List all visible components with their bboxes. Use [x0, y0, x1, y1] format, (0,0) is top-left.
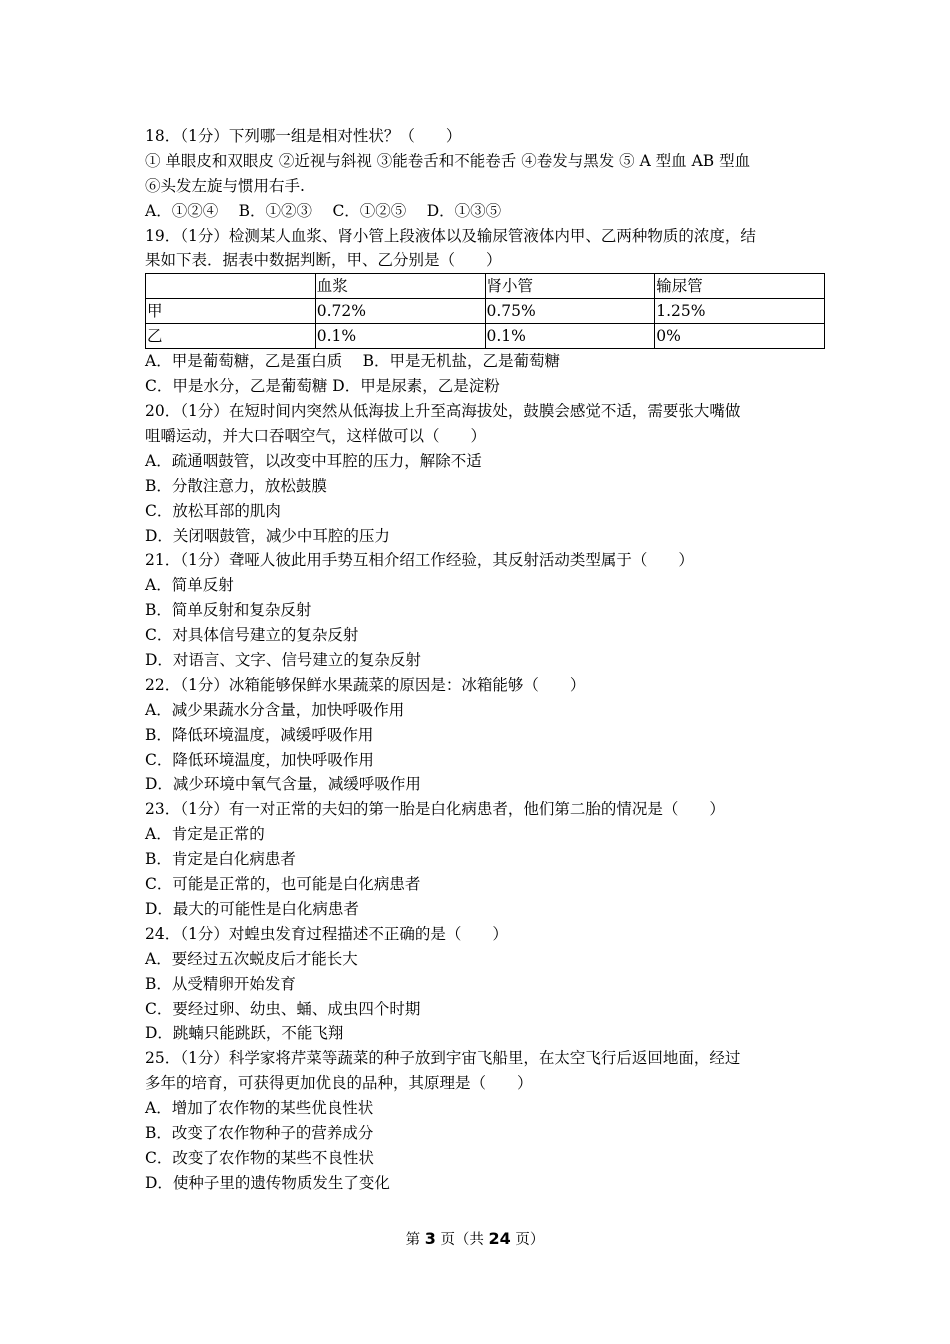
question-20	[145, 399, 825, 548]
option-row: A．甲是葡萄糖，乙是蛋白质 B．甲是无机盐，乙是葡萄糖	[145, 352, 561, 371]
question-stem: 咀嚼运动，并大口吞咽空气，这样做可以（ ）	[145, 427, 487, 446]
option-a: A．肯定是正常的	[145, 825, 265, 844]
question-19	[145, 224, 825, 400]
option-a: A．增加了农作物的某些优良性状	[145, 1099, 374, 1118]
footer-prefix: 第	[405, 1232, 421, 1248]
question-25	[145, 1046, 825, 1195]
option-a: A．疏通咽鼓管，以改变中耳腔的压力，解除不适	[145, 451, 482, 470]
table-cell: 1.25%	[655, 299, 825, 324]
option-a: A．简单反射	[145, 576, 234, 595]
table-row	[146, 299, 825, 324]
table-cell: 0.75%	[485, 299, 655, 324]
footer-suffix: 页）	[515, 1232, 545, 1248]
question-stem: 21．（1分）聋哑人彼此用手势互相介绍工作经验，其反射活动类型属于（ ）	[145, 551, 694, 570]
table-cell: 0.1%	[315, 324, 485, 349]
table-cell: 0.1%	[485, 324, 655, 349]
question-22	[145, 673, 825, 797]
question-23	[145, 797, 825, 921]
page-footer	[0, 1227, 950, 1252]
question-stem: 19．（1分）检测某人血浆、肾小管上段液体以及输尿管液体内甲、乙两种物质的浓度，结	[145, 226, 756, 245]
option-c: C．改变了农作物的某些不良性状	[145, 1148, 374, 1167]
total-pages: 24	[488, 1229, 511, 1248]
option-d: D．跳蝻只能跳跃，不能飞翔	[145, 1024, 344, 1043]
option-b: B．分散注意力，放松鼓膜	[145, 476, 327, 495]
table-cell: 甲	[146, 299, 316, 324]
table-cell: 乙	[146, 324, 316, 349]
table-header-cell	[146, 274, 316, 299]
option-c: C．对具体信号建立的复杂反射	[145, 626, 359, 645]
table-cell: 0%	[655, 324, 825, 349]
option-a: A．减少果蔬水分含量，加快呼吸作用	[145, 700, 405, 719]
table-header-row	[146, 274, 825, 299]
question-stem: 23．（1分）有一对正常的夫妇的第一胎是白化病患者，他们第二胎的情况是（ ）	[145, 800, 725, 819]
question-stem: 22．（1分）冰箱能够保鲜水果蔬菜的原因是：冰箱能够（ ）	[145, 675, 586, 694]
question-stem: 18．（1分）下列哪一组是相对性状？（ ）	[145, 127, 462, 145]
option-b: B．简单反射和复杂反射	[145, 601, 312, 620]
option-c: C．可能是正常的，也可能是白化病患者	[145, 875, 421, 894]
table-header-cell: 输尿管	[655, 274, 825, 299]
option-d: D．对语言、文字、信号建立的复杂反射	[145, 651, 421, 670]
question-24	[145, 922, 825, 1046]
option-c: C．要经过卵、幼虫、蛹、成虫四个时期	[145, 999, 421, 1018]
concentration-table	[145, 273, 825, 349]
page-number: 3	[424, 1229, 436, 1248]
table-row	[146, 324, 825, 349]
question-items: ① 单眼皮和双眼皮 ②近视与斜视 ③能卷舌和不能卷舌 ④卷发与黑发 ⑤ A 型血 AB 型血	[145, 151, 751, 170]
option-d: D．使种子里的遗传物质发生了变化	[145, 1173, 390, 1192]
table-header-cell: 肾小管	[485, 274, 655, 299]
option-d: D．减少环境中氧气含量，减缓呼吸作用	[145, 775, 421, 794]
option-d: D．关闭咽鼓管，减少中耳腔的压力	[145, 526, 390, 545]
question-21	[145, 548, 825, 672]
option-c: C．放松耳部的肌肉	[145, 501, 281, 520]
table-cell: 0.72%	[315, 299, 485, 324]
question-stem: 25．（1分）科学家将芹菜等蔬菜的种子放到宇宙飞船里，在太空飞行后返回地面，经过	[145, 1049, 741, 1068]
option-b: B．改变了农作物种子的营养成分	[145, 1123, 374, 1142]
question-items: ⑥头发左旋与惯用右手.	[145, 176, 305, 195]
question-stem: 果如下表．据表中数据判断，甲、乙分别是（ ）	[145, 251, 502, 270]
question-stem: 20．（1分）在短时间内突然从低海拔上升至高海拔处，鼓膜会感觉不适，需要张大嘴做	[145, 402, 741, 421]
option-c: C．降低环境温度，加快呼吸作用	[145, 750, 374, 769]
option-a: A．要经过五次蜕皮后才能长大	[145, 949, 358, 968]
table-header-cell: 血浆	[315, 274, 485, 299]
option-row: C．甲是水分，乙是葡萄糖 D．甲是尿素，乙是淀粉	[145, 377, 500, 396]
question-stem: 多年的培育，可获得更加优良的品种，其原理是（ ）	[145, 1074, 533, 1093]
question-list	[145, 124, 825, 1196]
option-b: B．从受精卵开始发育	[145, 974, 296, 993]
option-d: D．最大的可能性是白化病患者	[145, 899, 359, 918]
question-18	[145, 124, 825, 224]
footer-middle: 页（共	[440, 1232, 484, 1248]
option-row: A．①②④ B．①②③ C．①②⑤ D．①③⑤	[145, 201, 502, 220]
option-b: B．降低环境温度，减缓呼吸作用	[145, 725, 374, 744]
option-b: B．肯定是白化病患者	[145, 850, 296, 869]
question-stem: 24．（1分）对蝗虫发育过程描述不正确的是（ ）	[145, 924, 508, 943]
